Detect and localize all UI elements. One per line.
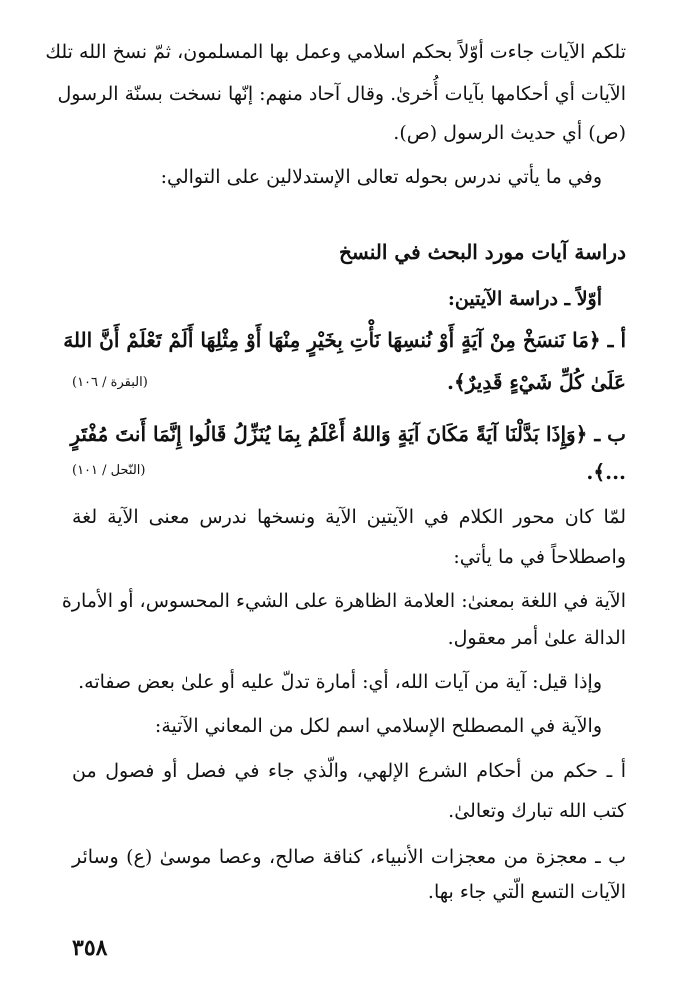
text-line: لمّا كان محور الكلام في الآيتين الآية ونسخها ندرس معنى الآية لغة xyxy=(72,506,626,528)
text-line: واصطلاحاً في ما يأتي: xyxy=(453,546,626,568)
text-line: ب ـ معجزة من معجزات الأنبياء، كناقة صالح، وعصا موسىٰ (ع) وسائر xyxy=(72,846,626,868)
verse-reference: (البقرة / ١٠٦) xyxy=(72,375,148,390)
page-number: ٣٥٨ xyxy=(72,935,108,961)
text-line: أ ـ حكم من أحكام الشرع الإلهي، والّذي جاء في فصل أو فصول من xyxy=(72,760,626,782)
text-line: الآية في اللغة بمعنىٰ: العلامة الظاهرة على الشيء المحسوس، أو الأمارة xyxy=(61,590,626,612)
quran-verse: أ ـ ﴿مَا نَنسَخْ مِنْ آيَةٍ أَوْ نُنسِهَا نَأْتِ بِخَيْرٍ مِنْهَا أَوْ مِثْلِهَا أَلَمْ تَعْلَمْ أَنَّ اللهَ xyxy=(63,328,626,352)
text-line: الآيات التسع الّتي جاء بها. xyxy=(427,881,626,903)
text-line: الدالة علىٰ أمر معقول. xyxy=(447,627,626,649)
text-line: وإذا قيل: آية من آيات الله، أي: أمارة تدلّ عليه أو علىٰ بعض صفاته. xyxy=(78,671,602,693)
text-line: الآيات أي أحكامها بآيات أُخرىٰ. وقال آحاد منهم: إنّها نسخت بسنّة الرسول xyxy=(57,83,626,105)
quran-verse: ب ـ ﴿وَإِذَا بَدَّلْنَا آيَةً مَكَانَ آيَةٍ وَاللهُ أَعْلَمُ بِمَا يُنَزِّلُ قَالُوا إِنَّمَا أَنتَ مُفْتَرٍ xyxy=(70,422,626,446)
verse-reference: (النّحل / ١٠١) xyxy=(72,463,146,478)
text-line: تلكم الآيات جاءت أوّلاً بحكم اسلامي وعمل بها المسلمون، ثمّ نسخ الله تلك xyxy=(45,41,626,63)
subsection-heading: أوّلاً ـ دراسة الآيتين: xyxy=(447,288,602,310)
quran-verse: ...﴾. xyxy=(586,460,626,484)
quran-verse: عَلَىٰ كُلِّ شَيْءٍ قَدِيرٌ﴾. xyxy=(447,370,626,394)
section-heading: دراسة آيات مورد البحث في النسخ xyxy=(339,240,626,264)
text-line: (ص) أي حديث الرسول (ص). xyxy=(393,122,626,144)
text-line: وفي ما يأتي ندرس بحوله تعالى الإستدلالين على التوالي: xyxy=(160,166,602,188)
text-line: والآية في المصطلح الإسلامي اسم لكل من المعاني الآتية: xyxy=(154,715,602,737)
text-line: كتب الله تبارك وتعالىٰ. xyxy=(448,800,626,822)
